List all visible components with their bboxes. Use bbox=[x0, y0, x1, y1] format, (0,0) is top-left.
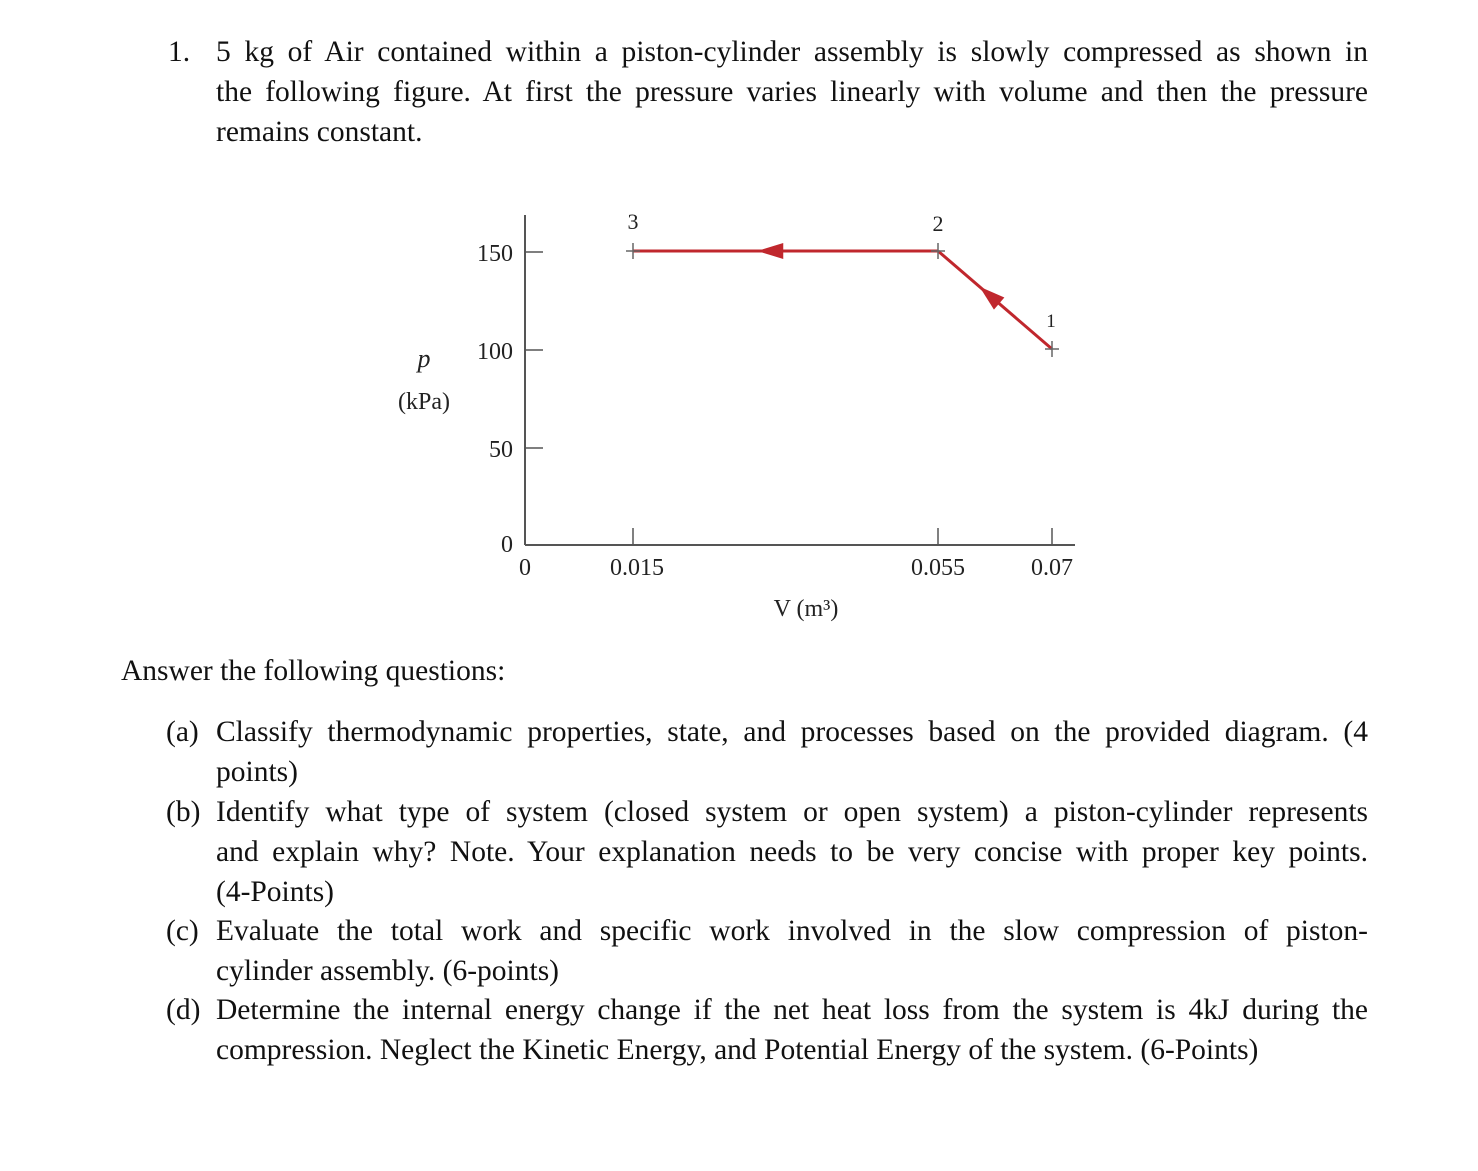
question-b bbox=[216, 792, 1368, 912]
problem-line: the following figure. At first the pressure varies linearly with volume and then the pressure bbox=[216, 76, 1368, 108]
y-tick-label: 50 bbox=[489, 437, 513, 463]
question-a-label: (a) bbox=[166, 716, 199, 748]
question-c-label: (c) bbox=[166, 915, 199, 947]
y-axis-symbol: p bbox=[417, 344, 431, 373]
question-line: Classify thermodynamic properties, state, and processes based on the provided diagram. (4 bbox=[216, 716, 1368, 748]
question-d bbox=[216, 990, 1368, 1070]
x-tick-label: 0.07 bbox=[1031, 555, 1073, 581]
question-line: compression. Neglect the Kinetic Energy, and Potential Energy of the system. (6-Points) bbox=[216, 1034, 1259, 1066]
question-line: and explain why? Note. Your explanation needs to be very concise with proper key points. bbox=[216, 836, 1368, 868]
problem-line: 5 kg of Air contained within a piston-cylinder assembly is slowly compressed as shown in bbox=[216, 36, 1368, 68]
question-line: Identify what type of system (closed system or open system) a piston-cylinder represents bbox=[216, 796, 1368, 828]
question-line: points) bbox=[216, 756, 298, 788]
state-label-1: 1 bbox=[1046, 311, 1056, 332]
x-tick-label: 0.015 bbox=[610, 555, 664, 581]
question-a bbox=[216, 712, 1368, 792]
direction-arrow bbox=[757, 243, 783, 259]
questions-intro: Answer the following questions: bbox=[121, 655, 506, 687]
x-tick-label: 0 bbox=[519, 555, 531, 581]
question-c bbox=[216, 911, 1368, 991]
y-tick-label: 0 bbox=[501, 532, 513, 558]
process-path bbox=[626, 243, 1059, 357]
state-label-2: 2 bbox=[932, 211, 944, 236]
problem-number: 1. bbox=[168, 36, 191, 68]
question-line: cylinder assembly. (6-points) bbox=[216, 955, 559, 987]
problem-line: remains constant. bbox=[216, 116, 423, 148]
y-axis-unit: (kPa) bbox=[398, 389, 450, 415]
question-line: Evaluate the total work and specific work involved in the slow compression of piston- bbox=[216, 915, 1368, 947]
state-label-3: 3 bbox=[627, 209, 639, 234]
x-tick-label: 0.055 bbox=[911, 555, 965, 581]
question-line: Determine the internal energy change if the net heat loss from the system is 4kJ during the bbox=[216, 994, 1368, 1026]
y-tick-label: 100 bbox=[477, 339, 513, 365]
y-tick-label: 150 bbox=[477, 241, 513, 267]
x-axis-label: V (m³) bbox=[773, 596, 839, 622]
question-b-label: (b) bbox=[166, 796, 201, 828]
question-d-label: (d) bbox=[166, 994, 201, 1026]
question-line: (4-Points) bbox=[216, 876, 334, 908]
state-point-3 bbox=[626, 243, 640, 259]
